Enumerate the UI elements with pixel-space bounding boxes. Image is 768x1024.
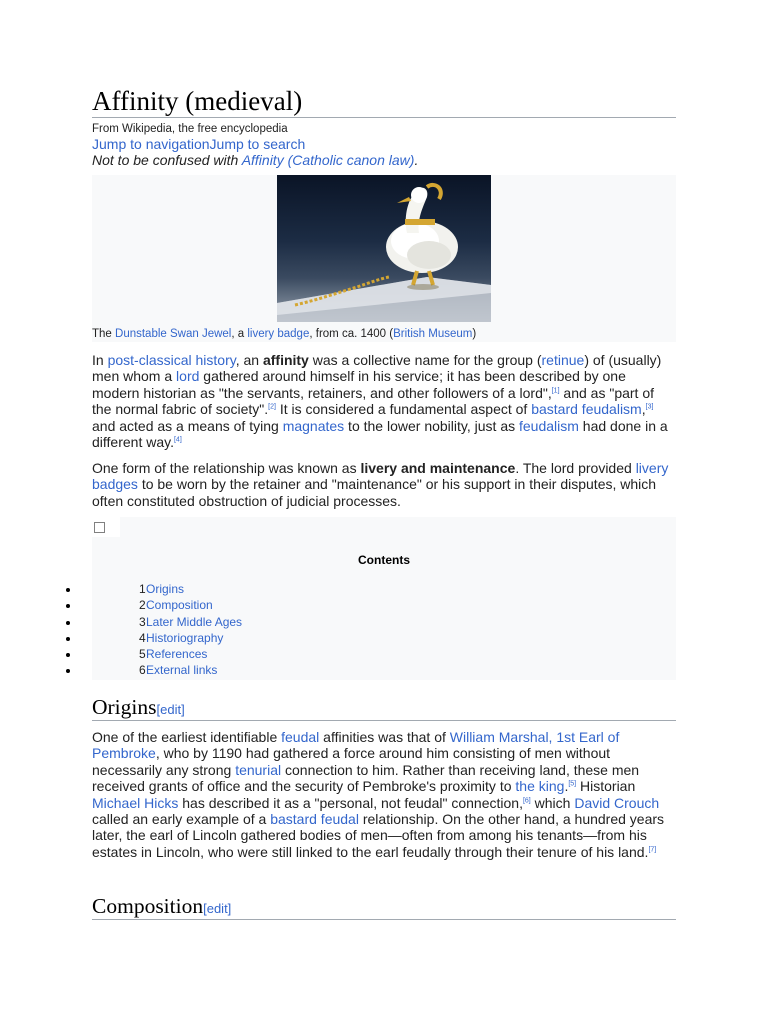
caption-link-british-museum[interactable]: British Museum bbox=[393, 328, 473, 340]
page-title: Affinity (medieval) bbox=[92, 86, 303, 116]
citation-link[interactable]: [4] bbox=[173, 436, 182, 444]
bold-term: affinity bbox=[262, 352, 309, 368]
inline-link[interactable]: livery badges bbox=[92, 460, 669, 493]
paragraph-text: , an bbox=[235, 352, 263, 368]
jump-links bbox=[92, 136, 305, 152]
citation-link[interactable]: [1] bbox=[551, 387, 560, 395]
caption-link-livery-badge[interactable]: livery badge bbox=[247, 328, 310, 340]
inline-link[interactable]: feudalism bbox=[519, 417, 579, 434]
citation-link[interactable]: [5] bbox=[568, 780, 577, 788]
toc-link[interactable]: Later Middle Ages bbox=[146, 614, 243, 629]
figure-caption bbox=[92, 328, 476, 340]
citation-link[interactable]: [6] bbox=[522, 796, 531, 804]
inline-link[interactable]: David Crouch bbox=[574, 794, 660, 811]
inline-link[interactable]: feudal bbox=[281, 729, 320, 745]
title-divider bbox=[92, 117, 676, 118]
paragraph-text: , who by 1190 had gathered a force around him consisting of men without necessarily any strong bbox=[92, 745, 611, 778]
jump-to-search-link[interactable]: Jump to search bbox=[209, 136, 306, 152]
toc-link[interactable]: References bbox=[146, 647, 208, 662]
toc-number: 2 bbox=[139, 598, 146, 613]
inline-link[interactable]: the king bbox=[515, 778, 565, 795]
toc-link[interactable]: Composition bbox=[146, 598, 213, 613]
toc-number: 3 bbox=[139, 614, 146, 629]
edit-section-link[interactable]: [edit] bbox=[203, 901, 232, 916]
paragraph-text: ) of (usually) men whom a bbox=[92, 352, 662, 385]
caption-text: , a bbox=[231, 328, 248, 340]
bullet-icon bbox=[66, 637, 70, 641]
toc-number: 4 bbox=[139, 630, 146, 645]
citation bbox=[523, 797, 531, 804]
section-heading-origins bbox=[92, 695, 185, 720]
paragraph-text: affinities was that of bbox=[319, 729, 450, 745]
citation bbox=[646, 404, 654, 411]
toc-item bbox=[66, 582, 686, 598]
citation-link[interactable]: [2] bbox=[268, 403, 276, 411]
inline-link[interactable]: bastard feudal bbox=[270, 811, 359, 828]
hatnote bbox=[92, 152, 418, 168]
paragraph-text: In bbox=[92, 352, 108, 368]
section-divider bbox=[92, 720, 676, 721]
toc-item bbox=[66, 615, 686, 631]
inline-link[interactable]: tenurial bbox=[235, 761, 282, 778]
toc-item bbox=[66, 631, 686, 647]
section-divider bbox=[92, 919, 676, 920]
inline-link[interactable]: magnates bbox=[282, 417, 345, 434]
paragraph-text: to the lower nobility, just as bbox=[344, 417, 519, 434]
paragraph-text: . bbox=[564, 778, 569, 795]
intro-paragraph-2 bbox=[92, 460, 676, 509]
heading-text: Origins bbox=[92, 695, 157, 719]
swan-jewel-illustration bbox=[277, 175, 491, 322]
paragraph-text: . The lord provided bbox=[515, 460, 636, 476]
citation bbox=[268, 404, 276, 411]
paragraph-text: called an early example of a bbox=[92, 811, 271, 828]
edit-section-link[interactable]: [edit] bbox=[156, 702, 185, 717]
paragraph-text: which bbox=[530, 794, 575, 811]
inline-link[interactable]: bastard feudalism bbox=[531, 401, 642, 418]
paragraph-text: and acted as a means of tying bbox=[92, 417, 283, 434]
bullet-icon bbox=[66, 669, 70, 673]
citation bbox=[552, 387, 560, 394]
inline-link[interactable]: post-classical history bbox=[107, 352, 236, 368]
intro-paragraph-1 bbox=[92, 352, 676, 450]
swan-jewel-image[interactable] bbox=[277, 175, 491, 322]
paragraph-text: Historian bbox=[576, 778, 636, 795]
caption-text: , from ca. 1400 ( bbox=[309, 328, 394, 340]
caption-text: The bbox=[92, 328, 116, 340]
paragraph-text: had done in a different way. bbox=[92, 417, 668, 451]
toc-number: 6 bbox=[139, 663, 146, 678]
toc-item bbox=[66, 598, 686, 614]
jump-to-navigation-link[interactable]: Jump to navigation bbox=[92, 136, 210, 152]
toc-number: 5 bbox=[139, 647, 146, 662]
bold-term: livery and maintenance bbox=[360, 460, 516, 476]
origins-paragraph bbox=[92, 729, 676, 860]
section-heading-composition bbox=[92, 894, 231, 919]
citation bbox=[174, 436, 182, 443]
inline-link[interactable]: William Marshal, 1st Earl of Pembroke bbox=[92, 729, 620, 762]
paragraph-text: and as "part of the normal fabric of society". bbox=[92, 384, 655, 418]
toc-number: 1 bbox=[139, 582, 146, 596]
heading-text: Composition bbox=[92, 894, 204, 918]
caption-text: ) bbox=[472, 328, 477, 340]
paragraph-text: One form of the relationship was known as bbox=[92, 460, 361, 476]
toc-link[interactable]: Historiography bbox=[146, 630, 224, 645]
inline-link[interactable]: Michael Hicks bbox=[92, 794, 179, 811]
hatnote-end: . bbox=[414, 152, 419, 168]
paragraph-text: to be worn by the retainer and "maintenance" or his support in their disputes, which often constituted obstruction of judicial processes. bbox=[92, 476, 657, 509]
paragraph-text: It is considered a fundamental aspect of bbox=[275, 401, 532, 418]
toc-item bbox=[66, 663, 686, 679]
toc-item bbox=[66, 647, 686, 663]
inline-link[interactable]: lord bbox=[176, 368, 200, 385]
inline-link[interactable]: retinue bbox=[541, 352, 585, 368]
paragraph-text: gathered around himself in his service; it has been described by one modern historian as "the servants, retainers, and other followers of a lord", bbox=[92, 368, 626, 401]
citation bbox=[648, 846, 656, 853]
citation bbox=[568, 781, 576, 788]
paragraph-text: has described it as a "personal, not feudal" connection, bbox=[178, 794, 523, 811]
toc-list bbox=[66, 582, 686, 680]
toc-toggle-checkbox[interactable] bbox=[94, 522, 105, 533]
bullet-icon bbox=[66, 588, 70, 592]
paragraph-text: One of the earliest identifiable bbox=[92, 729, 282, 745]
paragraph-text: was a collective name for the group ( bbox=[308, 352, 542, 368]
toc-link[interactable]: Origins bbox=[146, 582, 185, 596]
paragraph-text: relationship. On the other hand, a hundred years later, the earl of Lincoln gathered bodies of men—often from among his tenants—from his estates in Lincoln, who were still linked to the earl feudally through their tenure of his land. bbox=[92, 811, 665, 860]
paragraph-text: , bbox=[641, 401, 646, 418]
citation-link[interactable]: [3] bbox=[645, 403, 654, 411]
caption-link-swan-jewel[interactable]: Dunstable Swan Jewel bbox=[115, 328, 232, 340]
hatnote-link[interactable]: Affinity (Catholic canon law) bbox=[241, 152, 415, 168]
site-tagline: From Wikipedia, the free encyclopedia bbox=[92, 123, 288, 135]
hatnote-text: Not to be confused with bbox=[92, 152, 242, 168]
bullet-icon bbox=[66, 653, 70, 657]
toc-link[interactable]: External links bbox=[146, 663, 218, 678]
figure-box bbox=[92, 175, 676, 342]
bullet-icon bbox=[66, 621, 70, 625]
bullet-icon bbox=[66, 604, 70, 608]
toc-title: Contents bbox=[358, 553, 410, 567]
paragraph-text: connection to him. Rather than receiving land, these men received grants of office and the security of Pembroke's proximity to bbox=[92, 761, 640, 795]
citation-link[interactable]: [7] bbox=[648, 846, 657, 854]
